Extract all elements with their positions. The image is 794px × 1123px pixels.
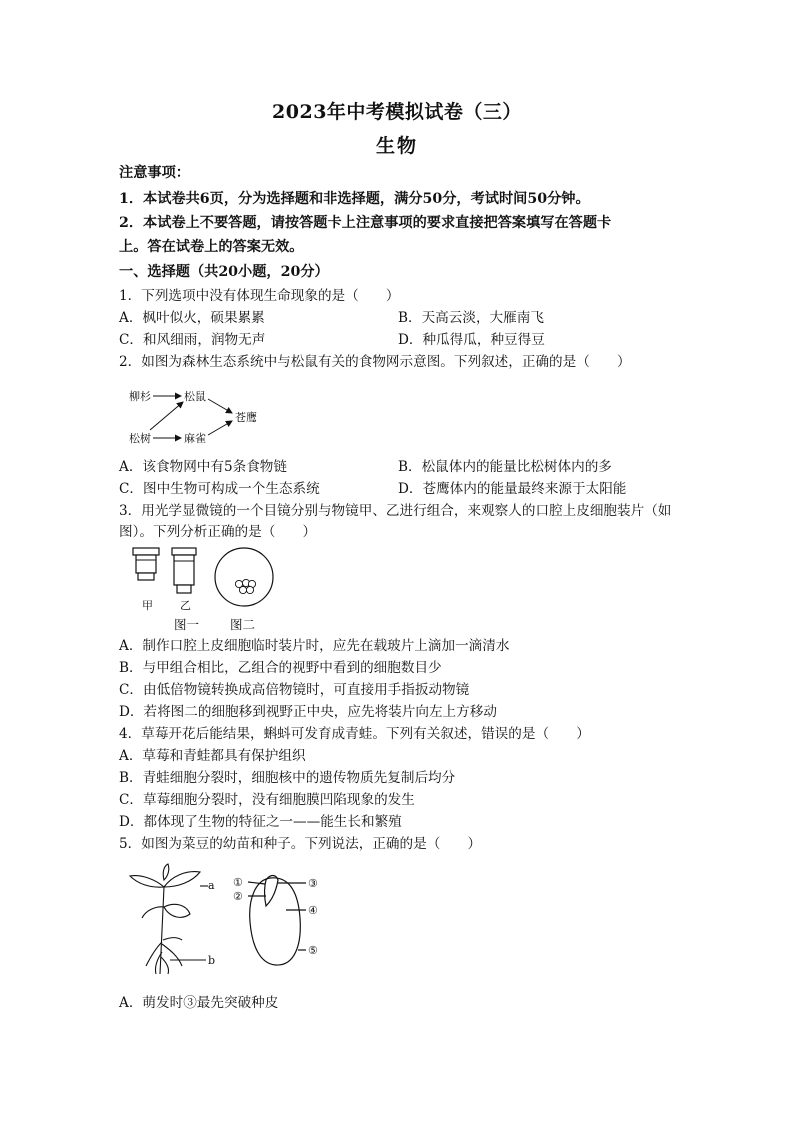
- q3-option-b: B．与甲组合相比，乙组合的视野中看到的细胞数目少: [119, 660, 442, 676]
- q4-option-c: C．草莓细胞分裂时，没有细胞膜凹陷现象的发生: [119, 792, 415, 808]
- q2-stem: 2．如图为森林生态系统中与松鼠有关的食物网示意图。下列叙述，正确的是（ ）: [119, 354, 631, 370]
- q5-option-a: A．萌发时③最先突破种皮: [119, 995, 279, 1011]
- arrow-tree-squirrel: [150, 402, 183, 430]
- q4-option-a: A．草莓和青蛙都具有保护组织: [119, 748, 306, 764]
- objective-jia-icon: [133, 548, 159, 580]
- objective-yi-icon: [172, 548, 196, 593]
- q1-stem: 1．下列选项中没有体现生命现象的是（ ）: [119, 288, 400, 304]
- note-2-line-1: 2．本试卷上不要答题，请按答题卡上注意事项的要求直接把答案填写在答题卡: [119, 215, 612, 231]
- q3-stem-line-2: 图）。下列分析正确的是（ ）: [119, 524, 317, 540]
- q4-option-d: D．都体现了生物的特征之一——能生长和繁殖: [119, 814, 402, 830]
- q4-stem: 4．草莓开花后能结果，蝌蚪可发育成青蛙。下列有关叙述，错误的是（ ）: [119, 726, 590, 742]
- bean-seedling-seed-figure: [120, 862, 335, 982]
- section-heading: 一、选择题（共20小题，20分）: [119, 264, 329, 280]
- node-songshu-tree: 松树: [129, 432, 151, 445]
- seed-label-1: ①: [233, 876, 243, 889]
- q1-option-d: D．种瓜得瓜，种豆得豆: [398, 332, 545, 348]
- arrow-squirrel-eagle: [208, 399, 232, 413]
- node-sparrow: 麻雀: [184, 432, 206, 445]
- seed-label-2: ②: [233, 890, 243, 903]
- q3-option-a: A．制作口腔上皮细胞临时装片时，应先在载玻片上滴加一滴清水: [119, 638, 510, 654]
- figure-2-caption: 图二: [230, 617, 256, 632]
- q3-stem-line-1: 3．用光学显微镜的一个目镜分别与物镜甲、乙进行组合，来观察人的口腔上皮细胞装片（如: [119, 503, 672, 519]
- q2-option-c: C．图中生物可构成一个生态系统: [119, 481, 320, 497]
- seed-label-4: ④: [308, 904, 318, 917]
- label-jia: 甲: [142, 599, 153, 612]
- seed-label-5: ⑤: [308, 944, 318, 957]
- q2-option-d: D．苍鹰体内的能量最终来源于太阳能: [398, 481, 627, 497]
- q3-option-c: C．由低倍物镜转换成高倍物镜时，可直接用手指扳动物镜: [119, 682, 470, 698]
- q1-option-c: C．和风细雨，润物无声: [119, 332, 266, 348]
- q4-option-b: B．青蛙细胞分裂时，细胞核中的遗传物质先复制后均分: [119, 770, 456, 786]
- q5-stem: 5．如图为菜豆的幼苗和种子。下列说法，正确的是（ ）: [119, 836, 482, 852]
- field-of-view-icon: [215, 548, 273, 606]
- microscope-figure: [125, 546, 275, 614]
- q1-option-a: A．枫叶似火，硕果累累: [119, 310, 265, 326]
- exam-title: 2023年中考模拟试卷（三）: [272, 101, 522, 123]
- notes-heading: 注意事项：: [119, 165, 190, 181]
- note-2-line-2: 上。答在试卷上的答案无效。: [119, 239, 304, 255]
- label-a: a: [208, 879, 215, 892]
- seed-label-3: ③: [308, 877, 318, 890]
- note-1: 1．本试卷共6页，分为选择题和非选择题，满分50分，考试时间50分钟。: [119, 191, 590, 207]
- q2-option-b: B．松鼠体内的能量比松树体内的多: [398, 459, 612, 475]
- seedling-drawing-icon: [130, 864, 208, 974]
- figure-1-caption: 图一: [174, 617, 200, 632]
- q2-option-a: A．该食物网中有5条食物链: [119, 459, 287, 475]
- bean-seed-drawing-icon: [248, 876, 306, 966]
- node-squirrel: 松鼠: [184, 390, 206, 403]
- food-web-diagram: [120, 382, 280, 452]
- node-eagle: 苍鹰: [235, 411, 257, 424]
- arrow-sparrow-eagle: [208, 421, 232, 435]
- node-liushan: 柳杉: [129, 390, 151, 403]
- q1-option-b: B．天高云淡，大雁南飞: [398, 310, 544, 326]
- label-b: b: [208, 954, 216, 967]
- q3-option-d: D．若将图二的细胞移到视野正中央，应先将装片向左上方移动: [119, 704, 497, 720]
- subject-title: 生物: [375, 135, 418, 157]
- label-yi: 乙: [180, 599, 191, 612]
